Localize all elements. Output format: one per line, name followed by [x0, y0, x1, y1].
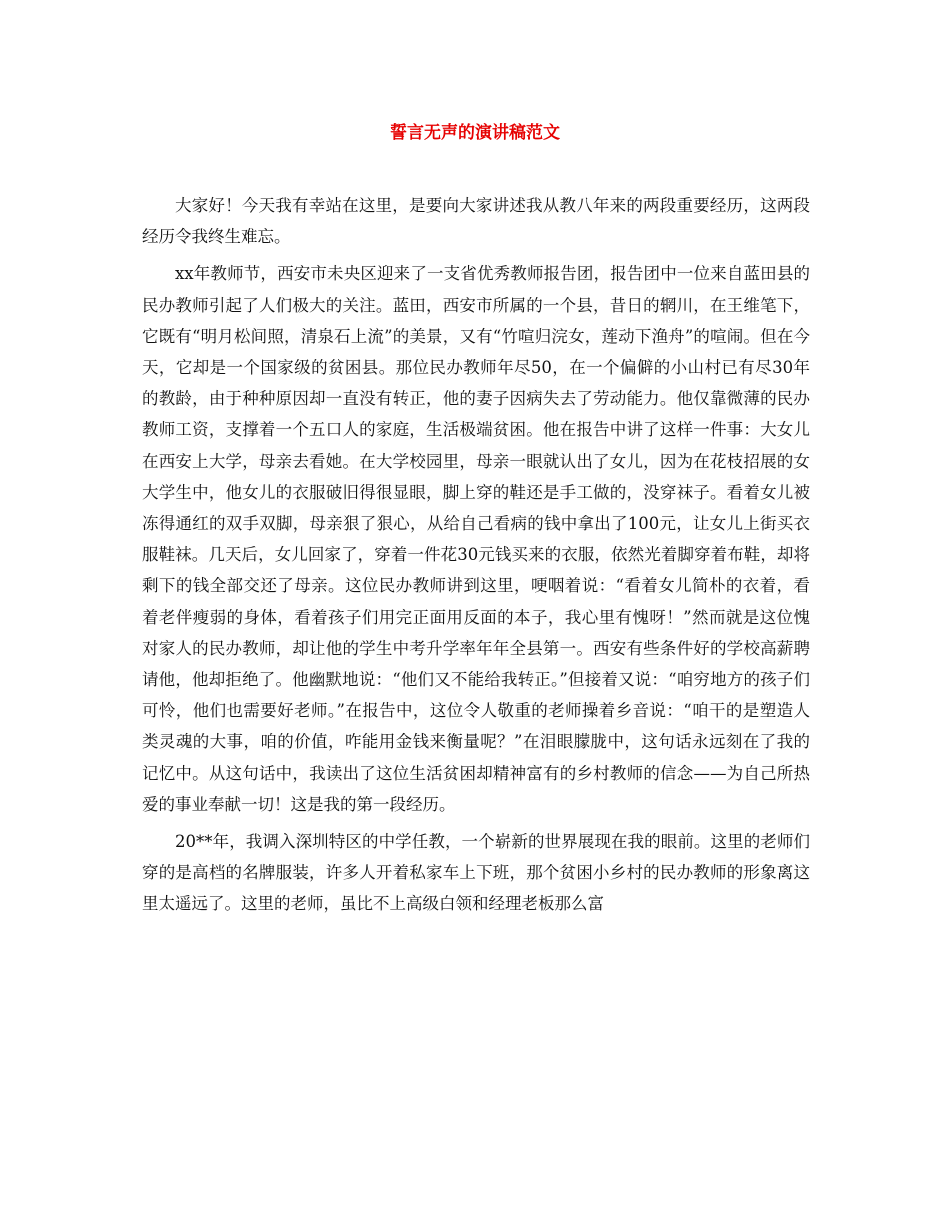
document-title: 誓言无声的演讲稿范文 — [390, 123, 560, 143]
document-body — [142, 190, 810, 926]
paragraph-first-experience: xx年教师节，西安市未央区迎来了一支省优秀教师报告团，报告团中一位来自蓝田县的民办教师引起了人们极大的关注。蓝田，西安市所属的一个县，昔日的辋川，在王维笔下，它既有“明月松间照，清泉石上流”的美景，又有“竹喧归浣女，莲动下渔舟”的喧闹。但在今天，它却是一个国家级的贫困县。那位民办教师年尽50，在一个偏僻的小山村已有尽30年的教龄，由于种种原因却一直没有转正，他的妻子因病失去了劳动能力。他仅靠微薄的民办教师工资，支撑着一个五口人的家庭，生活极端贫困。他在报告中讲了这样一件事：大女儿在西安上大学，母亲去看她。在大学校园里，母亲一眼就认出了女儿，因为在花枝招展的女大学生中，他女儿的衣服破旧得很显眼，脚上穿的鞋还是手工做的，没穿袜子。看着女儿被冻得通红的双手双脚，母亲狠了狠心，从给自己看病的钱中拿出了100元，让女儿上街买衣服鞋袜。几天后，女儿回家了，穿着一件花30元钱买来的衣服，依然光着脚穿着布鞋，却将剩下的钱全部交还了母亲。这位民办教师讲到这里，哽咽着说：“看着女儿简朴的衣着，看着老伴瘦弱的身体，看着孩子们用完正面用反面的本子，我心里有愧呀！”然而就是这位愧对家人的民办教师，却让他的学生中考升学率年年全县第一。西安有些条件好的学校高薪聘请他，他却拒绝了。他幽默地说：“他们又不能给我转正。”但接着又说：“咱穷地方的孩子们可怜，他们也需要好老师。”在报告中，这位令人敬重的老师操着乡音说：“咱干的是塑造人类灵魂的大事，咱的价值，咋能用金钱来衡量呢？”在泪眼朦胧中，这句话永远刻在了我的记忆中。从这句话中，我读出了这位生活贫困却精神富有的乡村教师的信念——为自己所热爱的事业奉献一切！这是我的第一段经历。 — [142, 264, 810, 814]
paragraph-second-experience: 20**年，我调入深圳特区的中学任教，一个崭新的世界展现在我的眼前。这里的老师们穿的是高档的名牌服装，许多人开着私家车上下班，那个贫困小乡村的民办教师的形象离这里太遥远了。这里的老师，虽比不上高级白领和经理老板那么富 — [142, 832, 810, 914]
paragraph-greeting: 大家好！今天我有幸站在这里，是要向大家讲述我从教八年来的两段重要经历，这两段经历令我终生难忘。 — [142, 196, 810, 247]
